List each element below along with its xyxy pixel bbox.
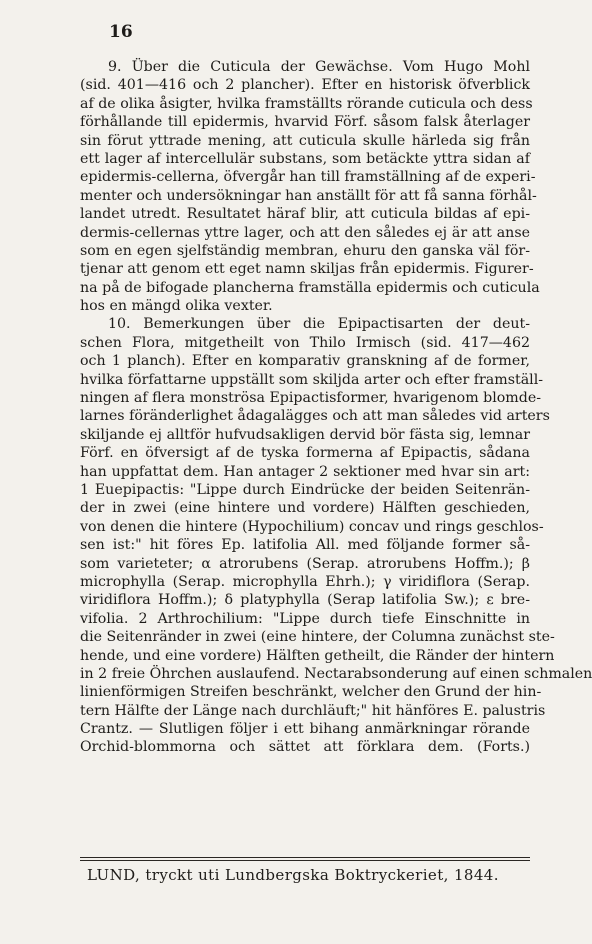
text-line: von denen die hintere (Hypochilium) concav und rings geschlos- (80, 518, 544, 535)
text-line: ningen af flera monströsa Epipactisformer, hvarigenom blomde- (80, 390, 542, 407)
text-line: tern Hälfte der Länge nach durchläuft;" hit hänföres E. palustris (80, 702, 546, 719)
text-line: der in zwei (eine hintere und vordere) Hälften geschieden, (80, 500, 530, 517)
text-line: viridiflora Hoffm.); δ platyphylla (Serap latifolia Sw.); ε bre- (80, 592, 530, 609)
text-line: schen Flora, mitgetheilt von Thilo Irmisch (sid. 417—462 (80, 334, 530, 351)
text-line: han uppfattat dem. Han antager 2 sektioner med hvar sin art: (80, 463, 530, 480)
text-line: 10. Bemerkungen über die Epipactisarten der deut- (108, 316, 530, 333)
text-line: sin förut yttrade mening, att cuticula skulle härleda sig från (80, 132, 530, 149)
text-line: ett lager af intercellulär substans, som betäckte yttra sidan af (80, 150, 530, 167)
text-line: skiljande ej alltför hufvudsakligen dervid bör fästa sig, lemnar (80, 426, 530, 443)
text-line: Crantz. — Slutligen följer i ett bihang anmärkningar rörande (80, 721, 530, 738)
text-line: epidermis-cellerna, öfvergår han till framställning af de experi- (80, 169, 536, 186)
printer-imprint: LUND, tryckt uti Lundbergska Boktryckeriet, 1844. (87, 866, 499, 884)
text-line: dermis-cellernas yttre lager, och att den således ej är att anse (80, 224, 530, 241)
text-line: larnes föränderlighet ådagalägges och att man således vid arters (80, 408, 550, 425)
text-line: (sid. 401—416 och 2 plancher). Efter en historisk öfverblick (80, 77, 530, 94)
text-line: die Seitenränder in zwei (eine hintere, der Columna zunächst ste- (80, 629, 555, 646)
text-line: landet utredt. Resultatet häraf blir, att cuticula bildas af epi- (80, 206, 530, 223)
text-line: 1 Euepipactis: "Lippe durch Eindrücke der beiden Seitenrän- (80, 481, 530, 498)
text-line: förhållande till epidermis, hvarvid Förf. såsom falsk återlager (80, 114, 530, 131)
text-line: tjenar att genom ett eget namn skiljas från epidermis. Figurer- (80, 261, 534, 278)
text-line: hvilka författarne uppställt som skiljda arter och efter framställ- (80, 371, 544, 388)
text-line: Förf. en öfversigt af de tyska formerna af Epipactis, sådana (80, 445, 530, 462)
text-line: Orchid-blommorna och sättet att förklara dem. (Forts.) (80, 739, 530, 756)
text-line: linienförmigen Streifen beschränkt, welcher den Grund der hin- (80, 684, 542, 701)
text-line: som varieteter; α atrorubens (Serap. atrorubens Hoffm.); β (80, 555, 530, 572)
text-line: na på de bifogade plancherna framställa epidermis och cuticula (80, 279, 540, 296)
text-line: menter och undersökningar han anställt för att få sanna förhål- (80, 187, 537, 204)
article-text (80, 58, 592, 757)
footer-rule-bottom (80, 860, 530, 861)
page-number: 16 (109, 22, 133, 42)
text-line: sen ist:" hit föres Ep. latifolia All. med följande former så- (80, 537, 530, 554)
footer-rule-top (80, 857, 530, 858)
text-line: som en egen sjelfständig membran, ehuru den ganska väl för- (80, 242, 530, 259)
text-line: af de olika åsigter, hvilka framställts rörande cuticula och dess (80, 95, 533, 112)
text-line: vifolia. 2 Arthrochilium: "Lippe durch tiefe Einschnitte in (80, 610, 530, 627)
text-line: hos en mängd olika vexter. (80, 298, 273, 315)
text-line: microphylla (Serap. microphylla Ehrh.); γ viridiflora (Serap. (80, 573, 530, 590)
text-line: och 1 planch). Efter en komparativ granskning af de former, (80, 353, 530, 370)
text-line: in 2 freie Öhrchen auslaufend. Nectarabsonderung auf einen schmalen (80, 665, 592, 682)
text-line: 9. Über die Cuticula der Gewächse. Vom Hugo Mohl (108, 59, 530, 75)
text-line: hende, und eine vordere) Hälften getheilt, die Ränder der hintern (80, 647, 555, 664)
